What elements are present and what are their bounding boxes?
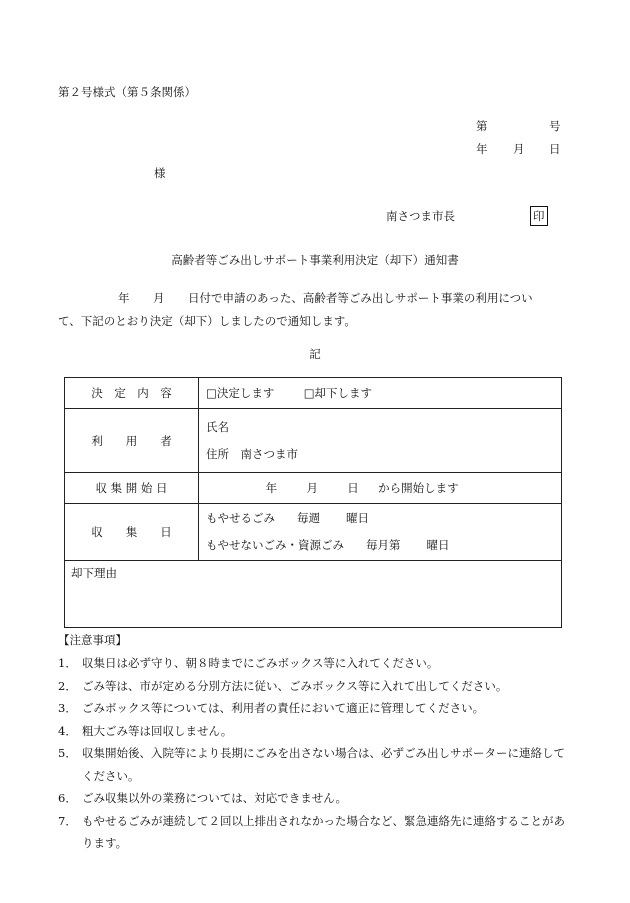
- decision-table: [64, 377, 562, 628]
- note-number: 5．: [58, 746, 77, 760]
- note-item: [58, 810, 568, 855]
- body-line1-text: 日付で申請のあった、高齢者等ごみ出しサポート事業の利用につい: [188, 291, 533, 305]
- user-value: [199, 409, 562, 473]
- seal-mark: 印: [530, 206, 548, 226]
- body-line2: て、下記のとおり決定（却下）しましたので通知します。: [58, 314, 356, 328]
- start-date-row: [65, 473, 562, 504]
- burnable-line: [206, 505, 561, 532]
- note-text: ごみ等は、市が定める分別方法に従い、ごみボックス等に入れて出してください。: [82, 678, 508, 693]
- doc-number-go: 号: [549, 119, 561, 133]
- note-number: 4．: [58, 723, 77, 738]
- start-month: 月: [306, 481, 318, 495]
- start-day: 日: [347, 481, 359, 495]
- start-date-value: [199, 473, 562, 504]
- approve-option: □決定します: [206, 386, 275, 400]
- ki-heading: 記: [309, 347, 321, 361]
- decision-row: [65, 378, 562, 409]
- form-label: 第２号様式（第５条関係）: [58, 85, 196, 99]
- note-item: [58, 742, 568, 787]
- decision-label: 決 定 内 容: [65, 378, 199, 409]
- user-name-label: 氏名: [206, 419, 229, 434]
- note-text: 粗大ごみ等は回収しません。: [82, 723, 233, 738]
- date-year: 年: [476, 142, 488, 156]
- note-item: [58, 787, 568, 810]
- date-month: 月: [513, 142, 525, 156]
- note-item: [58, 652, 568, 675]
- note-item: [58, 720, 568, 743]
- sender-title: 南さつま市長: [386, 209, 455, 223]
- note-text: 収集開始後、入院等により長期にごみを出さない場合は、必ずごみ出しサポーターに連絡してください。: [82, 746, 565, 783]
- nonburnable-label: もやせないごみ・資源ごみ: [206, 538, 344, 552]
- collection-label: 収 集 日: [65, 504, 199, 561]
- body-month: 月: [153, 291, 165, 305]
- note-number: 2．: [58, 678, 77, 693]
- monthly-label: 毎月第: [366, 538, 401, 552]
- body-year: 年: [118, 291, 130, 305]
- weekday2-label: 曜日: [426, 538, 450, 552]
- start-date-label: 収 集 開 始 日: [65, 473, 199, 504]
- burnable-label: もやせるごみ: [206, 511, 275, 525]
- note-number: 3．: [58, 701, 77, 715]
- decision-value: [199, 378, 562, 409]
- user-label: 利 用 者: [65, 409, 199, 473]
- start-year: 年: [265, 481, 278, 495]
- note-item: [58, 675, 568, 698]
- note-text: ごみ収集以外の業務については、対応できません。: [82, 791, 347, 805]
- doc-number-dai: 第: [476, 119, 488, 133]
- document-title: 高齢者等ごみ出しサポート事業利用決定（却下）通知書: [171, 253, 459, 267]
- rejection-reason-label: 却下理由: [71, 566, 117, 580]
- addressee-suffix: 様: [154, 166, 166, 180]
- date-day: 日: [549, 142, 561, 156]
- reject-option: □却下します: [303, 386, 373, 400]
- note-number: 1．: [58, 656, 77, 670]
- user-row: [65, 409, 562, 473]
- user-address-label: 住所 南さつま市: [206, 446, 298, 461]
- note-text: 収集日は必ず守り、朝８時までにごみボックス等に入れてください。: [82, 656, 439, 670]
- note-text: もやせるごみが連続して２回以上排出されなかった場合など、緊急連絡先に連絡することがあります。: [82, 813, 565, 850]
- notes-list: [58, 652, 568, 855]
- rejection-reason-cell: [65, 561, 562, 628]
- note-number: 7．: [58, 813, 77, 828]
- rejection-reason-row: [65, 561, 562, 628]
- start-suffix: から開始します: [378, 481, 459, 495]
- note-item: [58, 697, 568, 720]
- collection-row: [65, 504, 562, 561]
- note-number: 6．: [58, 791, 77, 805]
- note-text: ごみボックス等については、利用者の責任において適正に管理してください。: [82, 701, 485, 715]
- collection-value: [199, 504, 562, 561]
- weekly-label: 毎週: [297, 511, 320, 525]
- notes-title: 【注意事項】: [58, 633, 127, 647]
- nonburnable-line: [206, 532, 561, 559]
- weekday-label: 曜日: [346, 511, 369, 525]
